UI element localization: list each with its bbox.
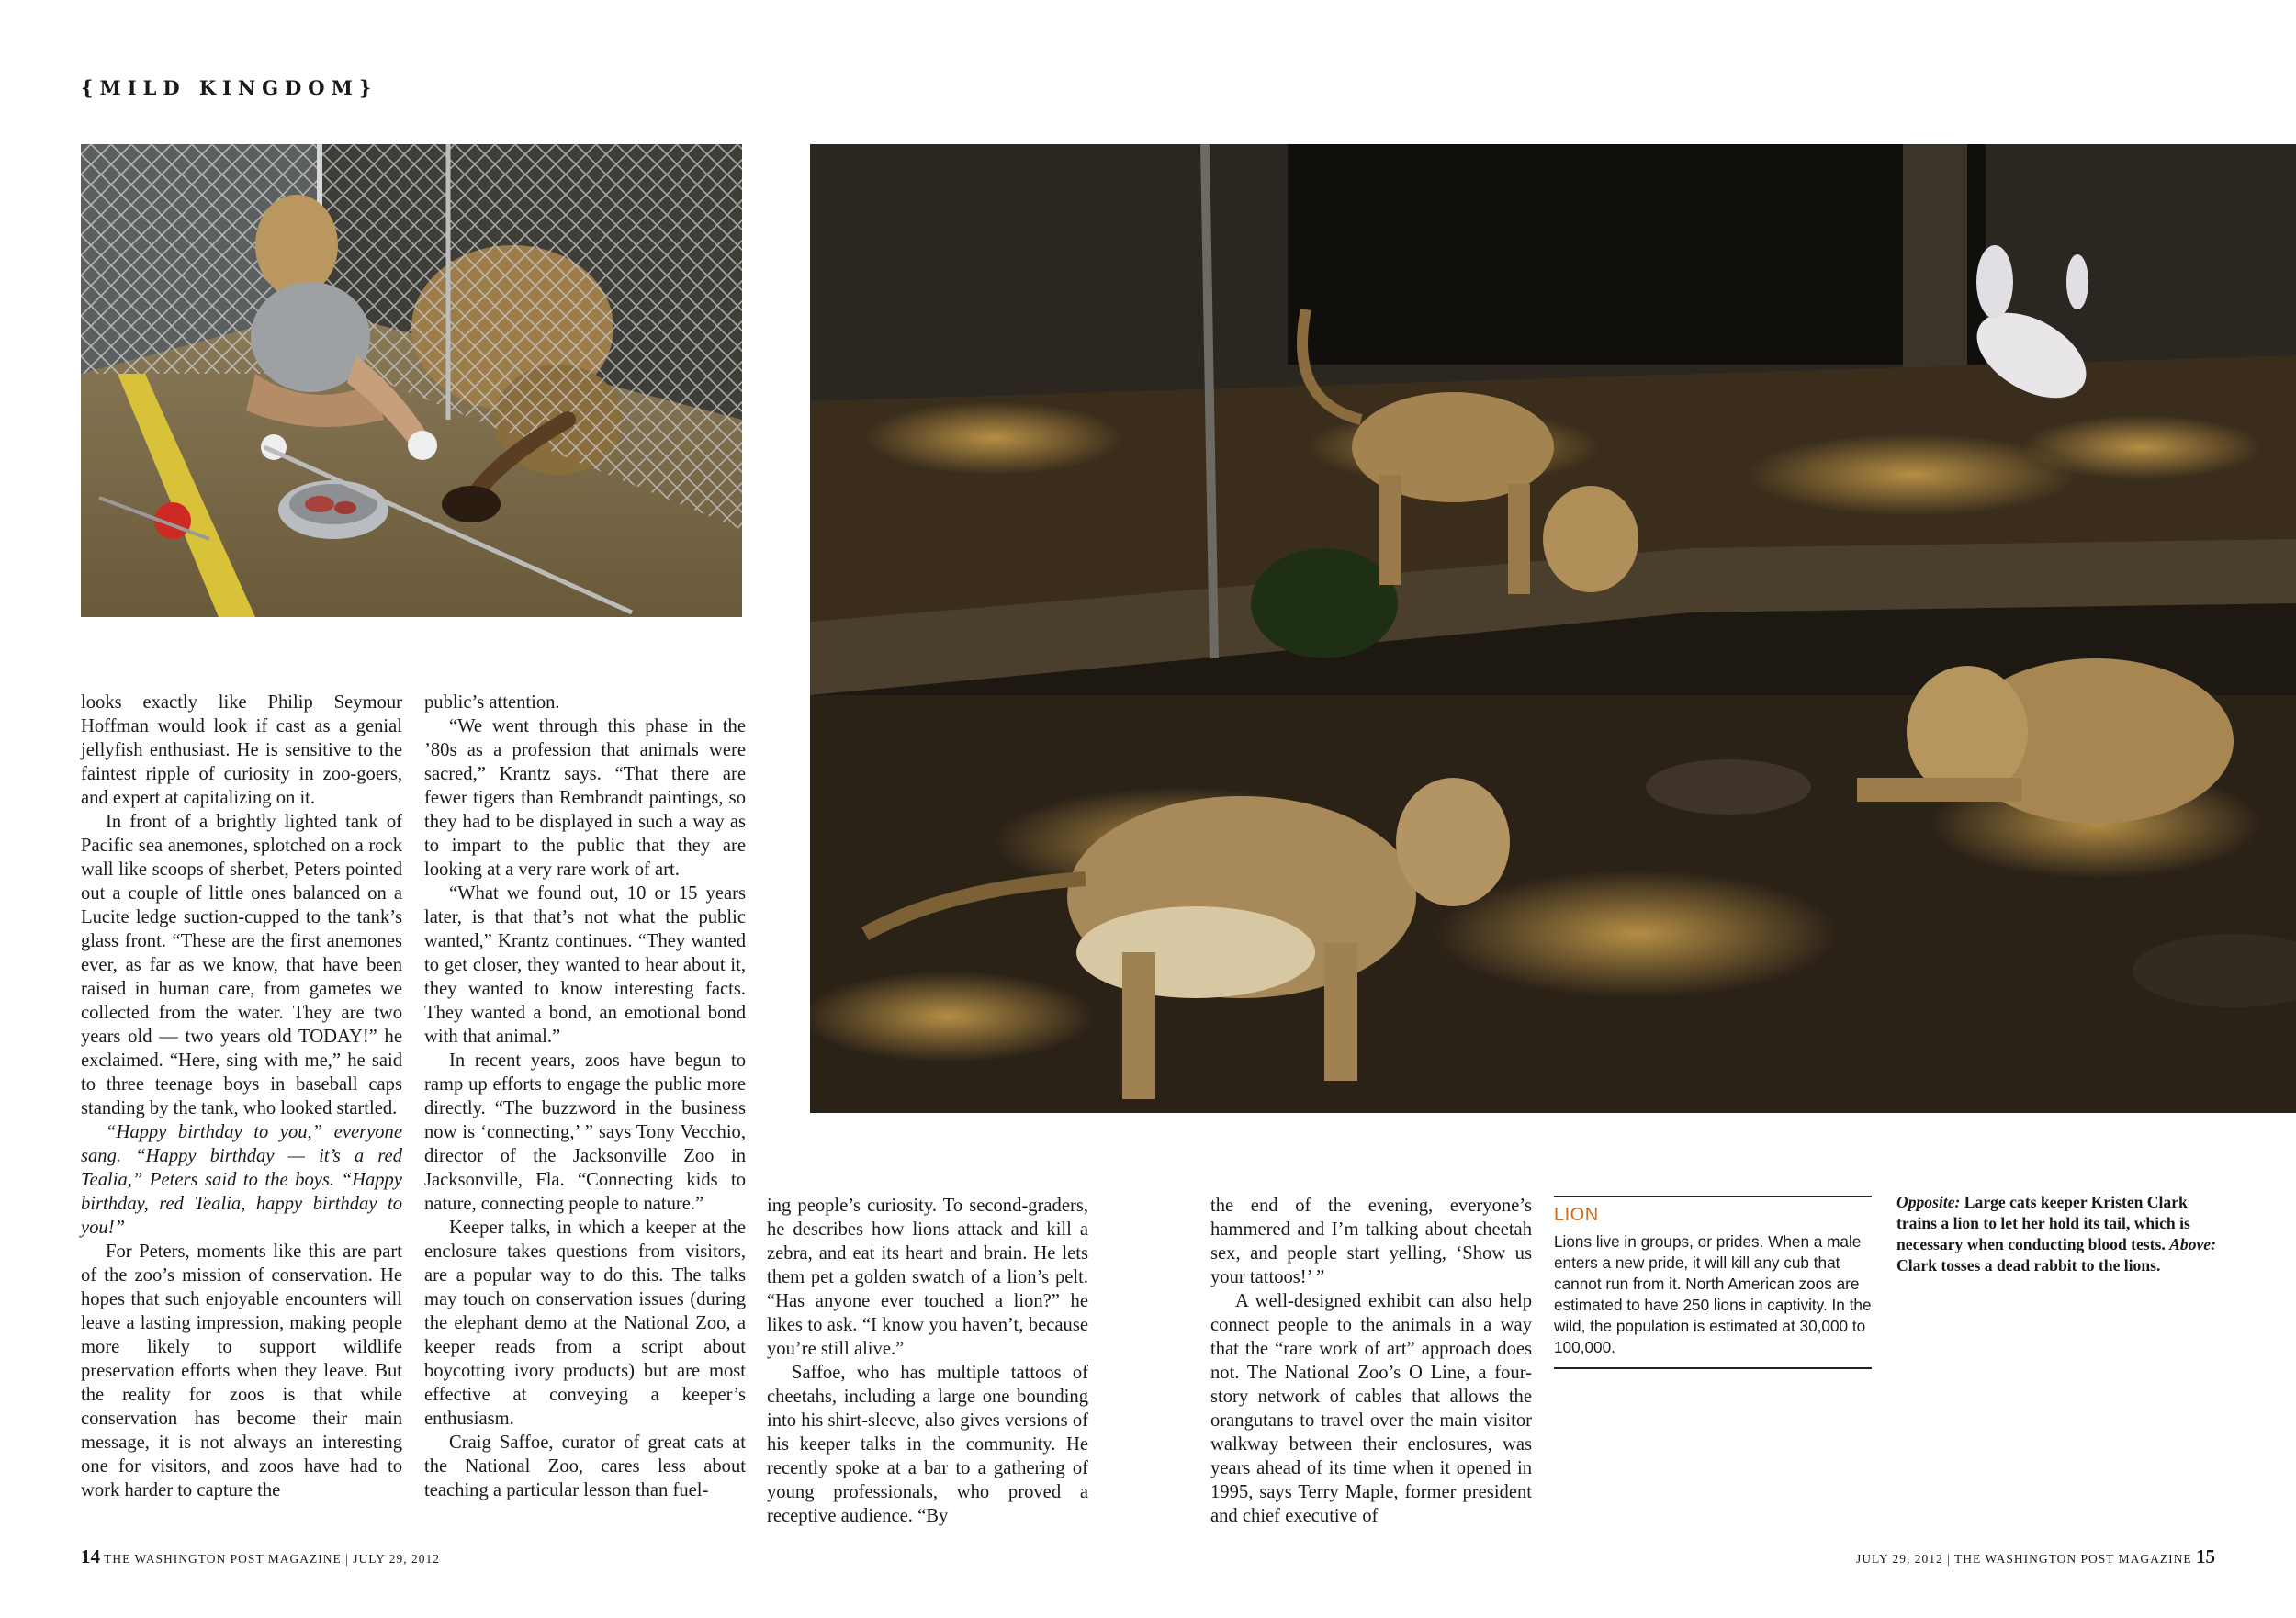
paragraph: ing people’s curiosity. To second-graders, he describes how lions attack and kill a zebra, and eat its heart and brain. He lets them pet a golden swatch of a lion’s pelt. “Has anyone ever touched a lion?” he likes to ask. “I know you haven’t, because you’re still alive.” [767,1196,1088,1359]
folio-left-text: THE WASHINGTON POST MAGAZINE | JULY 29, 2012 [104,1552,440,1566]
paragraph: looks exactly like Philip Seymour Hoffman would look if cast as a genial jellyfish enthusiast. He is sensitive to the faintest ripple of curiosity in zoo-goers, and expert at capitalizing on it. [81,692,402,808]
caption-text-above: Clark tosses a dead rabbit to the lions. [1896,1256,2161,1275]
folio-left [81,1545,440,1568]
paragraph: In recent years, zoos have begun to ramp up efforts to engage the public more directly. “The buzzword in the business now is ‘connecting,’ ” says Tony Vecchio, director of the Jacksonville Zoo in Jacksonville, Fla. “Connecting kids to nature, connecting people to nature.” [424,1051,746,1214]
keeper-photo-illustration [81,144,742,617]
caption-lead-above: Above: [2169,1235,2216,1253]
paragraph: “Happy birthday to you,” everyone sang. “Happy birthday — it’s a red Tealia,” Peters said to the boys. “Happy birthday, red Tealia, happy birthday to you!” [81,1122,402,1238]
page-number-left: 14 [81,1545,100,1567]
paragraph: “We went through this phase in the ’80s as a profession that animals were sacred,” Krantz says. “That there are fewer tigers than Rembrandt paintings, so they had to be displayed in such a way as to impart to the public that they are looking at a very rare work of art. [424,716,746,880]
paragraph: In front of a brightly lighted tank of Pacific sea anemones, splotched on a rock wall like scoops of sherbet, Peters pointed out a couple of little ones balanced on a Lucite ledge suction-cupped to the tank’s glass front. “These are the first anemones ever, as far as we know, that have been raised in human care, from gametes we collected from the water. They are two years old — two years old TODAY!” he exclaimed. “Here, sing with me,” he said to three teenage boys in baseball caps standing by the tank, who looked startled. [81,812,402,1118]
folio-right [1856,1545,2215,1568]
fact-box-body: Lions live in groups, or prides. When a male enters a new pride, it will kill any cub that cannot run from it. North American zoos are estimated to have 250 lions in captivity. In the wild, the population is estimated at 30,000 to 100,000. [1554,1232,1872,1356]
body-column-1 [81,691,402,1502]
lion-fact-box [1554,1196,1872,1369]
page-number-right: 15 [2196,1545,2215,1567]
paragraph: “What we found out, 10 or 15 years later, is that that’s not what the public wanted,” Krantz continues. “They wanted to get closer, they wanted to hear about it, they wanted to know interesting facts. They wanted a bond, an emotional bond with that animal.” [424,883,746,1047]
paragraph: the end of the evening, everyone’s hammered and I’m talking about cheetah sex, and people start yelling, ‘Show us your tattoos!’ ” [1210,1196,1532,1287]
section-label: {MILD KINGDOM} [81,76,378,99]
paragraph: Craig Saffoe, curator of great cats at the National Zoo, cares less about teaching a particular lesson than fuel- [424,1433,746,1500]
fact-box-heading: LION [1554,1205,1599,1225]
folio-right-text: JULY 29, 2012 | THE WASHINGTON POST MAGAZINE [1856,1552,2192,1566]
body-column-2 [424,691,746,1502]
body-column-3 [767,1194,1088,1528]
caption-lead-opposite: Opposite: [1896,1193,1961,1211]
paragraph: A well-designed exhibit can also help connect people to the animals in a way that the “rare work of art” approach does not. The National Zoo’s O Line, a four-story network of cables that allows the orangutans to travel over the main visitor walkway between their enclosures, was years ahead of its time when it opened in 1995, says Terry Maple, former president and chief executive of [1210,1291,1532,1526]
lions-photo [810,144,2296,1113]
paragraph: public’s attention. [424,692,560,713]
lions-photo-illustration [810,144,2296,1113]
paragraph: Keeper talks, in which a keeper at the enclosure takes questions from visitors, are a popular way to do this. The talks may touch on conservation issues (during the elephant demo at the National Zoo, a keeper reads from a script about boycotting ivory products) but are most effective at conveying a keeper’s enthusiasm. [424,1218,746,1429]
photo-caption [1896,1192,2218,1276]
paragraph: Saffoe, who has multiple tattoos of cheetahs, including a large one bounding into his shirt-sleeve, also gives versions of his keeper talks in the community. He recently spoke at a bar to a gathering of young professionals, who proved a receptive audience. “By [767,1363,1088,1526]
keeper-photo [81,144,742,617]
body-column-4 [1210,1194,1532,1528]
paragraph: For Peters, moments like this are part of the zoo’s mission of conservation. He hopes that such enjoyable encounters will leave a lasting impression, making people more likely to support wildlife preservation efforts when they leave. But the reality for zoos is that while conservation has become their main message, it is not always an interesting one for visitors, and zoos have had to work harder to capture the [81,1242,402,1500]
caption-text-opposite: Large cats keeper Kristen Clark trains a lion to let her hold its tail, which is necessary when conducting blood tests. [1896,1193,2190,1253]
